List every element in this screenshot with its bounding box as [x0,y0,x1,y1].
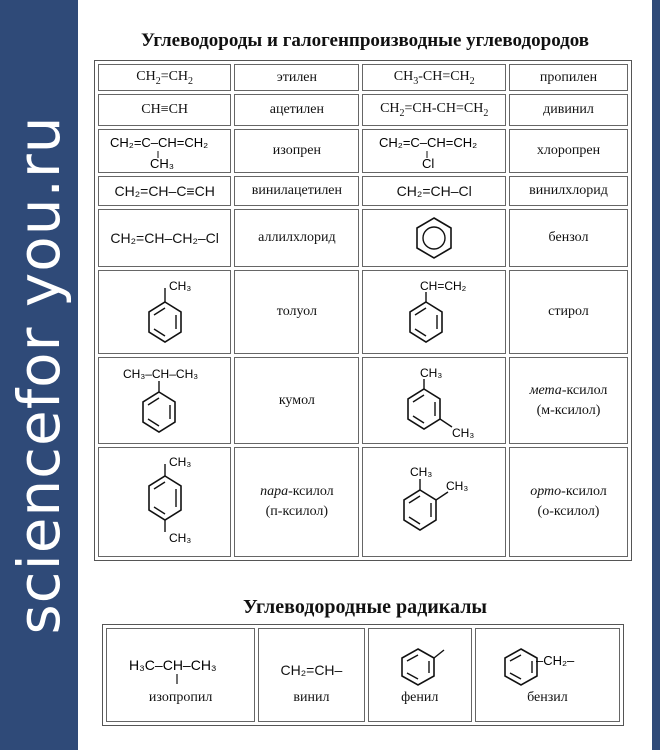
name-ethylene: этилен [234,64,359,91]
svg-text:CH₃: CH₃ [420,365,443,380]
formula-divinyl: $CH_2=CH-CH=CH_2$ [362,94,506,126]
page-title: Углеводороды и галогенпроизводные углеводородов [140,30,590,51]
svg-text:CH₃: CH₃ [452,425,475,440]
radicals-title: Углеводородные радикалы [242,596,488,618]
name-acetylene: ацетилен [234,94,359,126]
structure-chloroprene [362,129,506,173]
svg-text:CH=CH₂: CH=CH₂ [420,279,467,293]
p-xylene-structure [125,452,205,552]
toluene-structure [125,274,205,350]
svg-text:CH₃: CH₃ [168,531,191,545]
compounds-table [94,60,632,561]
structure-styrene [362,270,506,354]
svg-text:CH₃: CH₃ [168,279,191,293]
table-row [98,176,628,206]
o-xylene-structure [386,460,482,544]
name-allylchloride: аллилхлорид [234,209,359,267]
formula-ethylene: $CH_2=CH_2$ [98,64,231,91]
benzyl-structure [491,644,603,690]
svg-text:CH₃: CH₃ [149,156,174,171]
name-cumene: кумол [234,357,359,444]
isoprene-structure [102,131,228,171]
table-row [98,357,628,444]
watermark-text: sciencefor you.ru [5,115,73,635]
formula-vinylchloride: CH₂=CH–Cl [362,176,506,206]
benzene-ring [409,213,459,263]
table-row [106,628,620,722]
table-row [98,94,628,126]
radicals-table [102,624,624,726]
formula-allylchloride: CH₂=CH–CH₂–Cl [98,209,231,267]
radical-formula: CH₂=CH– [280,662,343,678]
name-styrene: стирол [509,270,628,354]
cumene-structure [105,362,225,440]
name-o-xylene: орто-ксилол (о-ксилол) [509,447,628,557]
sidebar [0,0,78,750]
chloroprene-structure [367,131,501,171]
radical-name: винил [293,690,330,705]
name-isoprene: изопрен [234,129,359,173]
radical-benzyl [475,628,620,722]
svg-text:CH₃: CH₃ [410,465,433,479]
formula-vinylacetylene: CH₂=CH–C≡CH [98,176,231,206]
name-chloroprene: хлоропрен [509,129,628,173]
phenyl-structure [390,644,450,690]
formula-acetylene: CH≡CH [98,94,231,126]
svg-text:Cl: Cl [422,156,435,171]
table-row [98,270,628,354]
table-row [98,447,628,557]
svg-text:CH₃: CH₃ [446,479,469,493]
name-vinylchloride: винилхлорид [509,176,628,206]
svg-text:H₃C–CH–CH₃: H₃C–CH–CH₃ [128,657,217,673]
radical-name: изопропил [148,690,213,705]
radical-isopropyl [106,628,255,722]
structure-benzene [362,209,506,267]
table-row [98,64,628,91]
svg-text:CH₃: CH₃ [168,455,191,469]
structure-o-xylene [362,447,506,557]
structure-m-xylene [362,357,506,444]
svg-text:CH₂=C–CH=CH₂: CH₂=C–CH=CH₂ [109,135,208,150]
structure-toluene [98,270,231,354]
table-row [98,129,628,173]
name-m-xylene: мета-ксилол (м-ксилол) [509,357,628,444]
name-vinylacetylene: винилацетилен [234,176,359,206]
radical-name: бензил [527,690,568,705]
isopropyl-structure [121,644,241,690]
svg-text:–CH₂–: –CH₂– [536,653,575,668]
table-row [98,209,628,267]
name-divinyl: дивинил [509,94,628,126]
radical-phenyl [368,628,472,722]
structure-p-xylene [98,447,231,557]
name-propylene: пропилен [509,64,628,91]
styrene-structure [386,274,482,350]
radical-vinyl [258,628,364,722]
name-benzene: бензол [509,209,628,267]
svg-text:CH₂=C–CH=CH₂: CH₂=C–CH=CH₂ [379,135,478,150]
structure-isoprene [98,129,231,173]
m-xylene-structure [386,361,482,441]
structure-cumene [98,357,231,444]
name-p-xylene: пара-ксилол (п-ксилол) [234,447,359,557]
formula-propylene: $CH_3-CH=CH_2$ [362,64,506,91]
radical-name: фенил [401,690,439,705]
svg-text:CH₃–CH–CH₃: CH₃–CH–CH₃ [122,366,198,381]
name-toluene: толуол [234,270,359,354]
content-panel [78,0,660,750]
